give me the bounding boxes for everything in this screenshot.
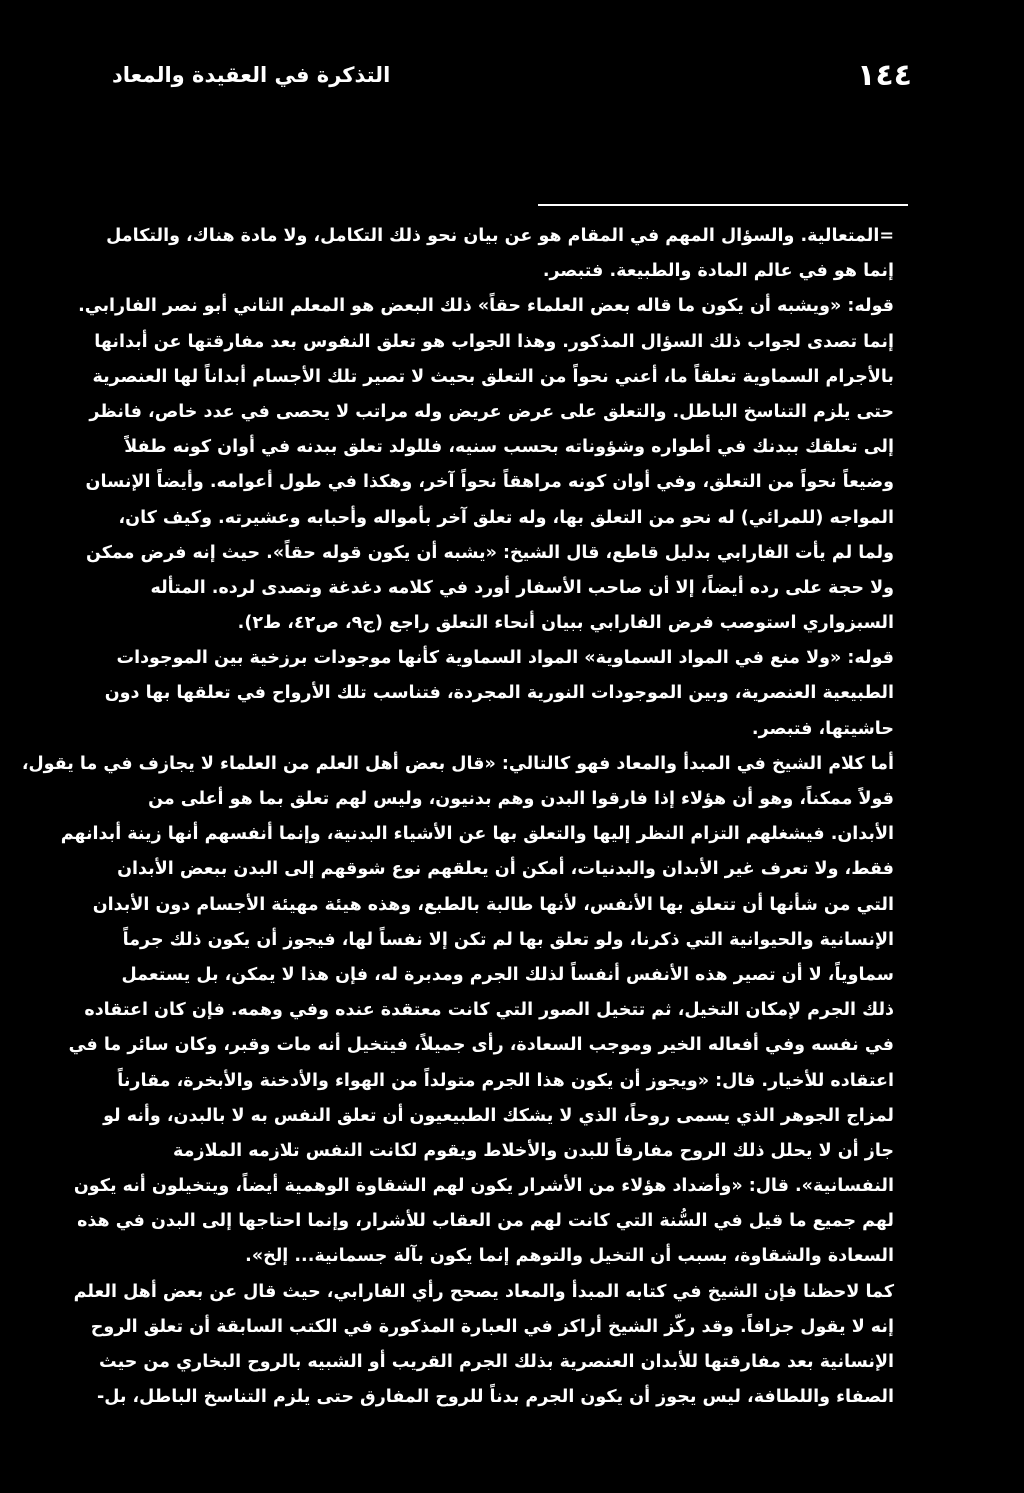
text-line: أما كلام الشيخ في المبدأ والمعاد فهو كالتالي: «قال بعض أهل العلم من العلماء لا يجازف في ما يقول،: [21, 753, 894, 774]
text-line: بالأجرام السماوية تعلقاً ما، أعني نحواً من التعلق بحيث لا تصير تلك الأجسام أبداناً لها العنصرية: [92, 366, 894, 387]
footnote-separator-line: [538, 204, 908, 206]
text-line: الإنسانية بعد مفارقتها للأبدان العنصرية بذلك الجرم القريب أو الشبيه بالروح البخاري من حيث: [99, 1352, 894, 1372]
body-text: [21, 219, 894, 1451]
text-line: الأبدان. فيشغلهم التزام النظر إليها والتعلق بها عن الأشياء البدنية، وإنما أنفسهم أنها زينة أبدانهم: [60, 824, 894, 845]
text-line: الإنسانية والحيوانية التي ذكرنا، ولو تعلق بها لم تكن إلا نفساً لها، فيجوز أن يكون ذلك جرماً: [122, 929, 894, 950]
text-line: الصفاء واللطافة، ليس يجوز أن يكون الجرم بدناً للروح المفارق حتى يلزم التناسخ الباطل، بل-: [96, 1387, 894, 1408]
text-line: إنما هو في عالم المادة والطبيعة. فتبصر.: [542, 261, 894, 282]
text-line: إلى تعلقك ببدنك في أطواره وشؤوناته بحسب سنيه، فللولد تعلق ببدنه في أوان كونه طفلاً: [124, 437, 894, 458]
text-line: لمزاج الجوهر الذي يسمى روحاً، الذي لا يشكك الطبيعيون أن تعلق النفس به لا بالبدن، وأنه لو: [103, 1105, 894, 1126]
text-line: وضيعاً نحواً من التعلق، وفي أوان كونه مراهقاً نحواً آخر، وهكذا في طول أعوامه. وأيضاً الإنسان: [85, 472, 894, 493]
text-line: النفسانية». قال: «وأضداد هؤلاء من الأشرار يكون لهم الشقاوة الوهمية أيضاً، ويتخيلون أنه يكون: [73, 1176, 894, 1197]
text-line: إنما تصدى لجواب ذلك السؤال المذكور. وهذا الجواب هو تعلق النفوس بعد مفارقتها عن أبدانها: [94, 331, 894, 352]
text-line: فقط، ولا تعرف غير الأبدان والبدنيات، أمكن أن يعلقهم نوع شوقهم إلى البدن ببعض الأبدان: [117, 859, 894, 880]
page-number: ١٤٤: [857, 57, 912, 93]
text-line: ولما لم يأت الفارابي بدليل قاطع، قال الشيخ: «يشبه أن يكون قوله حقاً». حيث إنه فرض ممكن: [85, 542, 894, 563]
text-line: قوله: «ولا منع في المواد السماوية» المواد السماوية كأنها موجودات برزخية بين الموجودات: [116, 648, 894, 669]
running-title: التذكرة في العقيدة والمعاد: [112, 63, 391, 87]
text-line: السبزواري استوصب فرض الفارابي ببيان أنحاء التعلق راجع (ج٩، ص٤٢، ط٢).: [237, 613, 894, 634]
text-line: ذلك الجرم لإمكان التخيل، ثم تتخيل الصور التي كانت معتقدة عنده وفي وهمه. فإن كان اعتقاده: [84, 1000, 894, 1021]
text-line: حتى يلزم التناسخ الباطل. والتعلق على عرض عريض وله مراتب لا يحصى في عدد خاص، فانظر: [89, 401, 894, 422]
text-line: لهم جميع ما قيل في السُّنة التي كانت لهم من العقاب للأشرار، وإنما احتاجها إلى البدن في هذه: [77, 1211, 894, 1232]
text-line: جاز أن لا يحلل ذلك الروح مفارقاً للبدن والأخلاط ويقوم لكانت النفس تلازمه الملازمة: [173, 1140, 894, 1161]
text-line: كما لاحظنا فإن الشيخ في كتابه المبدأ والمعاد يصحح رأي الفارابي، حيث قال عن بعض أهل العلم: [73, 1281, 894, 1302]
text-line: السعادة والشقاوة، بسبب أن التخيل والتوهم إنما يكون بآلة جسمانية... إلخ».: [245, 1246, 894, 1267]
text-line: الطبيعية العنصرية، وبين الموجودات النورية المجردة، فتناسب تلك الأرواح في تعلقها بها دون: [104, 683, 894, 704]
text-line: التي من شأنها أن تتعلق بها الأنفس، لأنها طالبة بالطبع، وهذه هيئة مهيئة الأجسام دون الأبدان: [92, 894, 894, 915]
text-line: ولا حجة على رده أيضاً، إلا أن صاحب الأسفار أورد في كلامه دغدغة وتصدى لرده. المتأله: [150, 577, 894, 598]
text-line: سماوياً، لا أن تصير هذه الأنفس أنفساً لذلك الجرم ومدبرة له، فإن هذا لا يمكن، بل يستعمل: [121, 964, 894, 985]
text-line: إنه لا يقول جزافاً. وقد ركّز الشيخ أراكز في العبارة المذكورة في الكتب السابقة أن تعلق الروح: [90, 1316, 894, 1337]
text-line: قوله: «ويشبه أن يكون ما قاله بعض العلماء حقاً» ذلك البعض هو المعلم الثاني أبو نصر الفارابي.: [78, 296, 894, 317]
page-header: [112, 52, 912, 98]
text-line: قولاً ممكناً، وهو أن هؤلاء إذا فارقوا البدن وهم بدنيون، وليس لهم تعلق بما هو أعلى من: [148, 789, 894, 809]
text-line: =المتعالية. والسؤال المهم في المقام هو عن بيان نحو ذلك التكامل، ولا مادة هناك، والتكامل: [106, 226, 894, 246]
text-line: في نفسه وفي أفعاله الخير وموجب السعادة، رأى جميلاً، فيتخيل أنه مات وقبر، وكان سائر ما في: [68, 1035, 894, 1056]
text-line: المواجه (للمرائي) له نحو من التعلق بها، وله تعلق آخر بأمواله وأحبابه وعشيرته. وكيف كان،: [118, 507, 894, 528]
text-line: اعتقاده للأخيار. قال: «ويجوز أن يكون هذا الجرم متولداً من الهواء والأدخنة والأبخرة، مقارناً: [117, 1070, 894, 1091]
text-line: حاشيتها، فتبصر.: [751, 718, 894, 739]
